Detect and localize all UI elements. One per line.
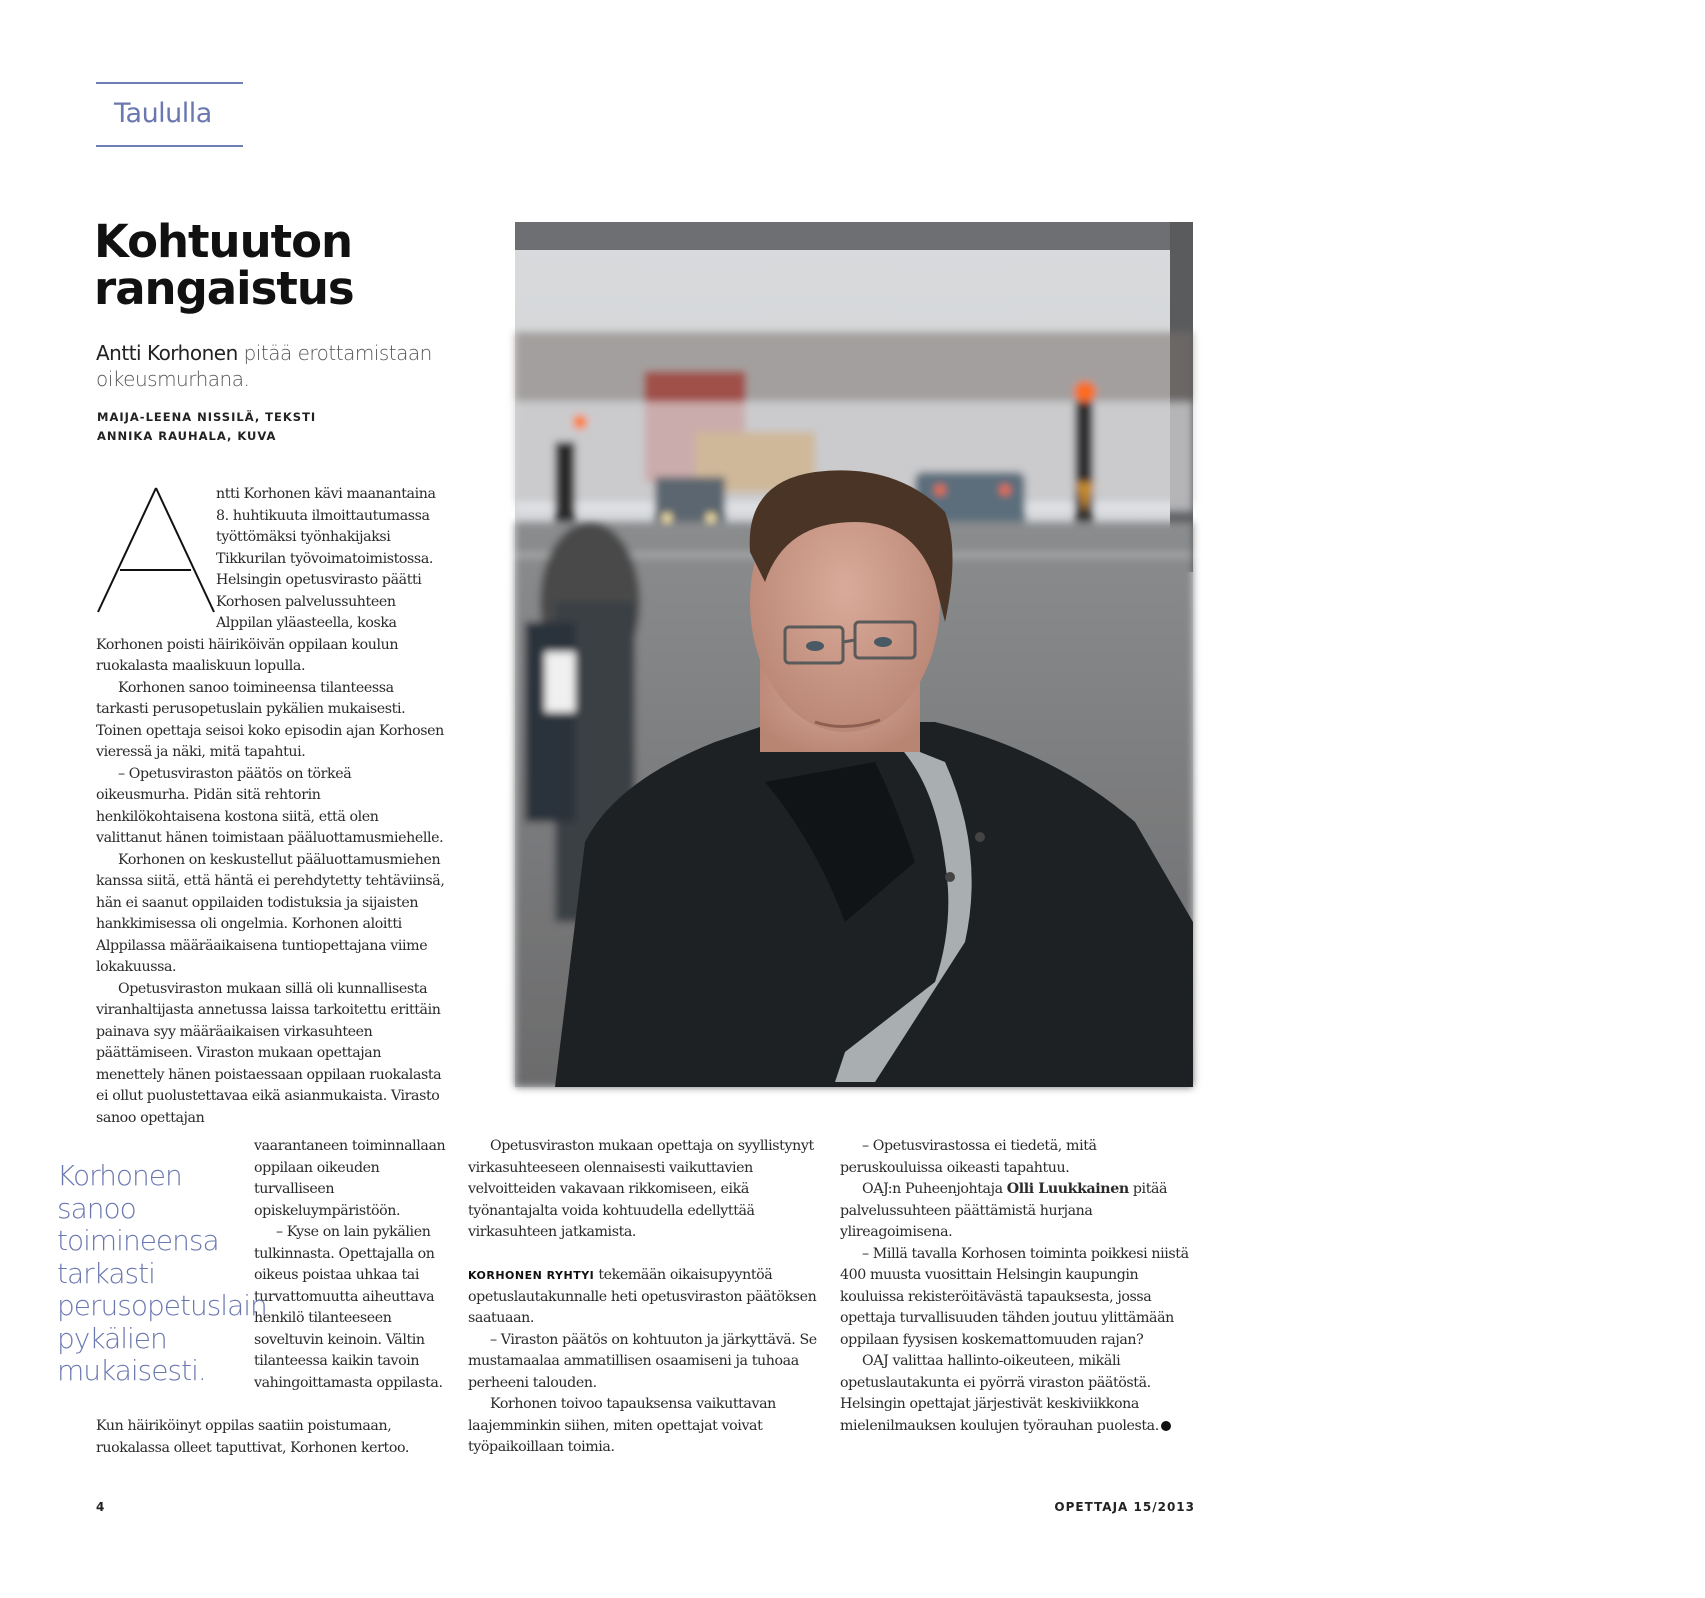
end-mark-icon [1161,1421,1171,1431]
page-number: 4 [96,1500,105,1514]
paragraph-c3-4-text: OAJ valittaa hallinto-oikeuteen, mikäli opetuslautakunta ei pyörrä viraston päätöstä. Helsingin opettajat järjestivät keskiviikkona mielenilmauksen koulujen työrauhan puolesta. [840,1353,1159,1434]
paragraph-c2-4: Korhonen toivoo tapauksensa vaikuttavan laajemminkin siihen, miten opettajat voivat työpaikoillaan toimia. [468,1396,776,1455]
section-rule-bottom [96,145,243,147]
paragraph-5: Opetusviraston mukaan sillä oli kunnallisesta viranhaltijasta annetussa laissa tarkoitettu erittäin painava syy määräaikaisen virkasuhteen päättämiseen. Viraston mukaan opettajan menettely hänen poistaessaan oppilaan ruokalasta ei ollut puolustettavaa eikä asianmukaista. Virasto sanoo opettajan [96,980,442,1126]
section-lead-in: KORHONEN RYHTYI [468,1269,595,1282]
column-2 [468,1136,818,1459]
bullet-icon [1545,1222,1553,1230]
dropcap-letter-a [96,484,214,616]
article-headline [94,215,454,315]
column-1-continued [254,1136,449,1394]
paragraph-2: Korhonen sanoo toimineensa tilanteessa tarkasti perusopetuslain pykälien mukaisesti. Toinen opettaja seisoi koko episodin ajan Korhosen vieressä ja näki, mitä tapahtui. [96,679,444,760]
headline-line-1: Kohtuuton [94,215,353,268]
section-rule-top [96,82,243,84]
caption-text: Antti Korhonen kiittää kollegoiltaan ja OAJ:ltä saamaansa tukea. [1545,1220,1700,1294]
paragraph-c2-3: – Viraston päätös on kohtuuton ja järkyttävä. Se mustamaalaa ammatillisen osaamiseni ja tuhoaa perheeni talouden. [468,1331,817,1391]
lead-name: Antti Korhonen [96,341,238,365]
paragraph-c3-1: – Opetusvirastossa ei tiedetä, mitä peruskouluissa oikeasti tapahtuu. [840,1138,1097,1176]
photo-caption [1545,1218,1705,1296]
credit-photographer: ANNIKA RAUHALA, KUVA [97,429,277,443]
headline-line-2: rangaistus [94,262,354,315]
paragraph-4: Korhonen on keskustellut pääluottamusmiehen kanssa siitä, että häntä ei perehdytetty tehtäviinsä, hän ei saanut oppilaiden todistuksia ja sijaisten hankkimisessa oli ongelmia. Korhonen aloitti Alppilassa määräaikaisena tuntiopettajana viime lokakuussa. [96,851,445,975]
article-credits [97,408,316,446]
paragraph-c3-4 [840,1351,1200,1437]
paragraph-c2-2 [468,1265,818,1330]
paragraph-1: ntti Korhonen kävi maanantaina 8. huhtikuuta ilmoittautumassa työttömäksi työnhakijaksi Tikkurilan työvoimatoimistossa. Helsingin opetusvirasto päätti Korhosen palvelussuhteen Alppilan yläasteella, koska Korhonen poisti häiriköivän oppilaan koulun ruokalasta maaliskuun lopulla. [96,486,436,674]
section-label: Taululla [114,98,212,129]
pull-quote: Korhonen sanoo toimineensa tarkasti perusopetuslain pykälien mukaisesti. [57,1159,267,1387]
paragraph-5-continued: vaarantaneen toiminnallaan oppilaan oikeuden turvalliseen opiskeluympäristöön. [254,1138,446,1219]
person-name: Olli Luukkainen [1006,1181,1129,1197]
paragraph-c3-2-pre: OAJ:n Puheenjohtaja [862,1181,1007,1197]
paragraph-c2-1: Opetusviraston mukaan opettaja on syyllistynyt virkasuhteeseen olennaisesti vaikuttavien velvoitteiden vakavaan rikkomiseen, eikä työnantajalta voida kohtuudella edellyttää virkasuhteen jatkamista. [468,1138,814,1240]
magazine-issue: OPETTAJA 15/2013 [1054,1500,1195,1514]
paragraph-7: Kun häiriköinyt oppilas saatiin poistumaan, ruokalassa olleet taputtivat, Korhonen kertoo. [96,1418,409,1456]
column-1 [96,484,446,1129]
portrait-photo-illustration [515,222,1193,1087]
column-1-tail [96,1416,456,1459]
paragraph-c3-2-post: pitää palvelussuhteen päättämistä hurjana ylireagoimisena. [840,1181,1168,1240]
paragraph-c2-2-text: tekemään oikaisupyyntöä opetuslautakunnalle heti opetusviraston päätöksen saatuaan. [468,1267,817,1326]
paragraph-3: – Opetusviraston päätös on törkeä oikeusmurha. Pidän sitä rehtorin henkilökohtaisena kostona siitä, että olen valittanut hänen toimistaan pääluottamusmiehelle. [96,765,444,846]
credit-writer: MAIJA-LEENA NISSILÄ, TEKSTI [97,410,317,424]
lead-text: pitää erottamistaan oikeusmurhana. [96,341,432,391]
paragraph-c3-3: – Millä tavalla Korhosen toiminta poikkesi niistä 400 muusta vuosittain Helsingin kaupungin kouluissa rekisteröitävästä tapauksesta, jossa opettaja turvallisuuden tähden joutuu ylittämään oppilaan fyysisen koskemattomuuden rajan? [840,1245,1189,1348]
paragraph-6: – Kyse on lain pykälien tulkinnasta. Opettajalla on oikeus poistaa uhkaa tai turvattomuutta aiheuttava henkilö tilanteeseen soveltuvin keinoin. Vältin tilanteessa kaikin tavoin vahingoittamasta oppilasta. [254,1224,443,1391]
article-lead [96,340,436,392]
column-3 [840,1136,1200,1437]
paragraph-c3-2 [840,1179,1200,1244]
